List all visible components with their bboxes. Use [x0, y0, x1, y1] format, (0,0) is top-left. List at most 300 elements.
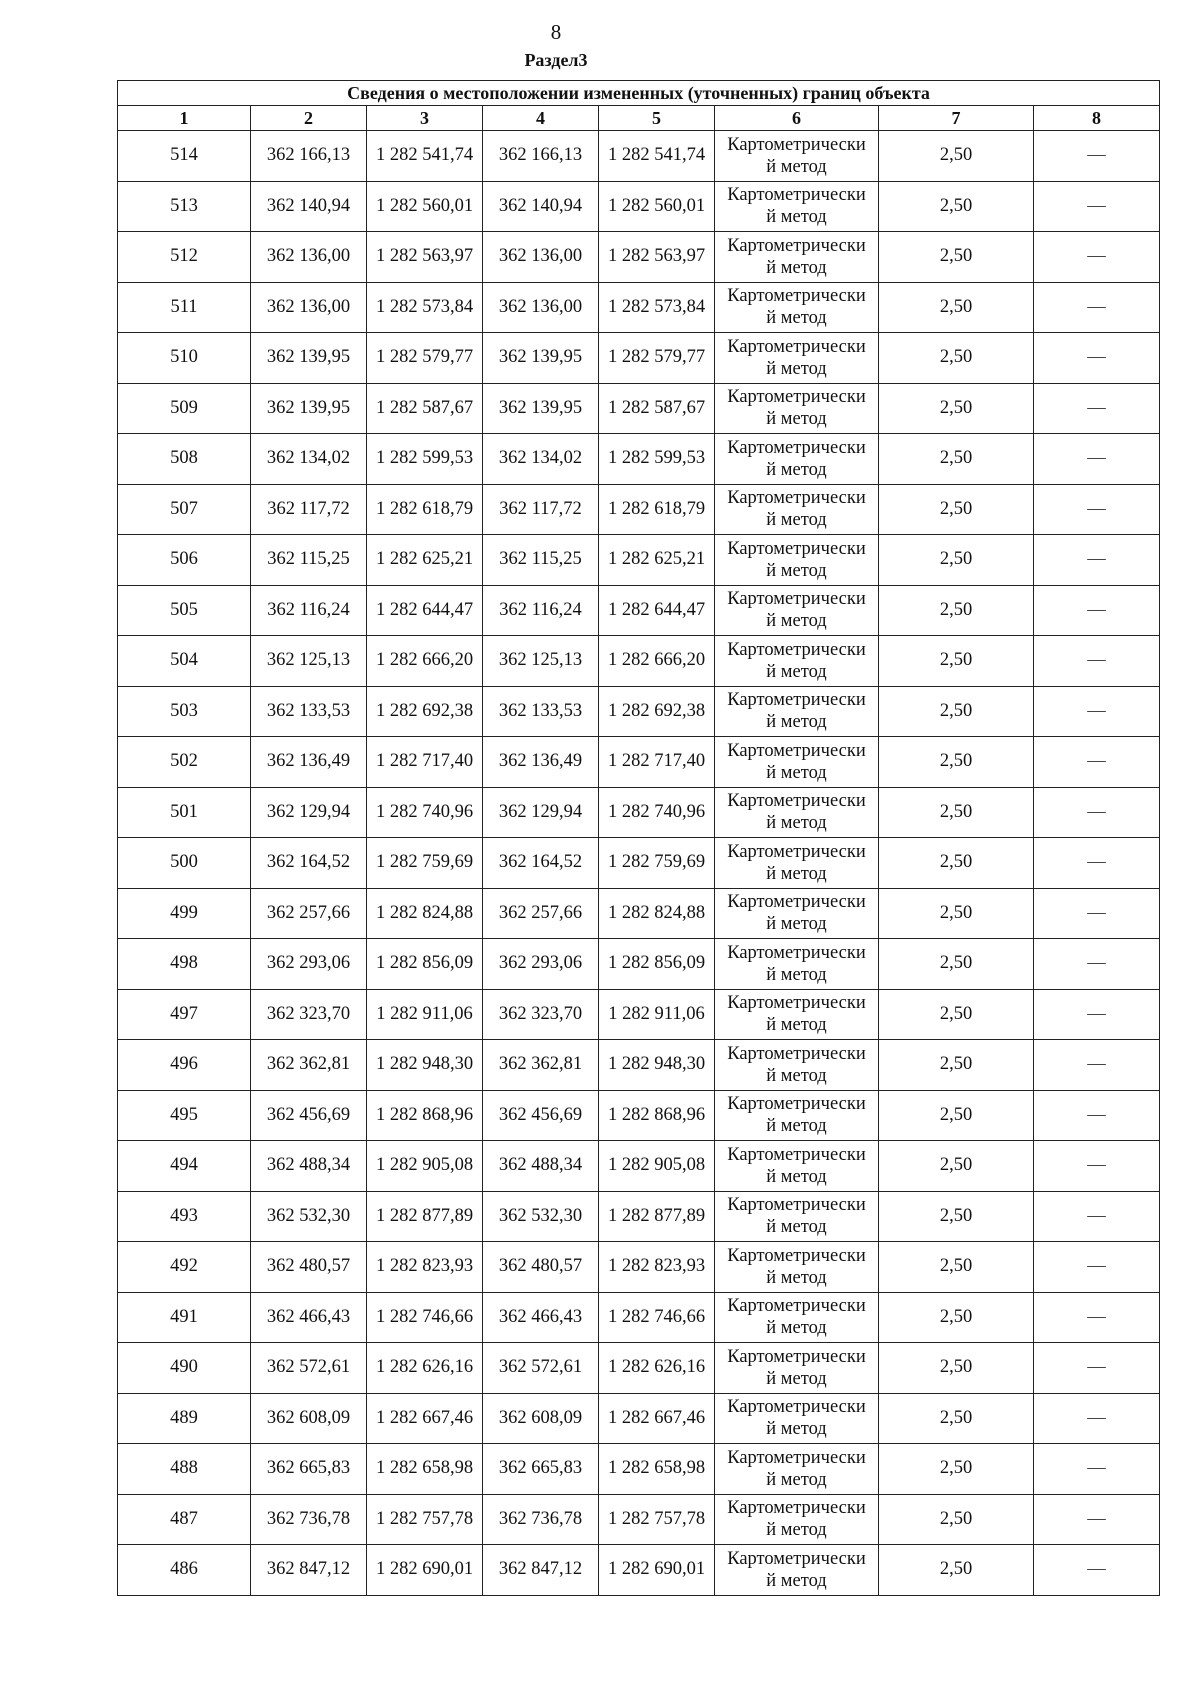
method-line-2: й метод [766, 813, 827, 834]
column-header-8: 8 [1034, 106, 1160, 131]
method-line-2: й метод [766, 358, 827, 379]
note-cell: — [1034, 1343, 1160, 1394]
point-number-cell: 492 [118, 1242, 251, 1293]
new-coord-y-cell: 1 282 573,84 [599, 282, 715, 333]
new-coord-y-cell: 1 282 746,66 [599, 1292, 715, 1343]
column-header-5: 5 [599, 106, 715, 131]
coord-y-cell: 1 282 868,96 [367, 1090, 483, 1141]
method-line-2: й метод [766, 308, 827, 329]
method-line-2: й метод [766, 1116, 827, 1137]
coord-y-cell: 1 282 587,67 [367, 383, 483, 434]
point-number-cell: 513 [118, 181, 251, 232]
method-line-2: й метод [766, 762, 827, 783]
column-header-2: 2 [251, 106, 367, 131]
new-coord-x-cell: 362 115,25 [483, 535, 599, 586]
accuracy-cell: 2,50 [879, 737, 1034, 788]
coord-x-cell: 362 116,24 [251, 585, 367, 636]
coord-x-cell: 362 129,94 [251, 787, 367, 838]
note-cell: — [1034, 383, 1160, 434]
new-coord-x-cell: 362 139,95 [483, 333, 599, 384]
note-cell: — [1034, 1141, 1160, 1192]
coord-y-cell: 1 282 823,93 [367, 1242, 483, 1293]
coord-y-cell: 1 282 618,79 [367, 484, 483, 535]
note-cell: — [1034, 686, 1160, 737]
coord-x-cell: 362 608,09 [251, 1393, 367, 1444]
coord-y-cell: 1 282 740,96 [367, 787, 483, 838]
coord-x-cell: 362 480,57 [251, 1242, 367, 1293]
method-line-1: Картометрически [727, 134, 866, 155]
table-row [118, 1393, 1160, 1444]
new-coord-x-cell: 362 488,34 [483, 1141, 599, 1192]
method-line-2: й метод [766, 661, 827, 682]
note-cell: — [1034, 282, 1160, 333]
coord-y-cell: 1 282 692,38 [367, 686, 483, 737]
new-coord-y-cell: 1 282 911,06 [599, 989, 715, 1040]
new-coord-x-cell: 362 129,94 [483, 787, 599, 838]
new-coord-y-cell: 1 282 823,93 [599, 1242, 715, 1293]
method-cell [715, 636, 879, 687]
point-number-cell: 488 [118, 1444, 251, 1495]
method-line-1: Картометрически [727, 1346, 866, 1367]
method-cell [715, 1393, 879, 1444]
new-coord-x-cell: 362 133,53 [483, 686, 599, 737]
new-coord-x-cell: 362 736,78 [483, 1494, 599, 1545]
point-number-cell: 512 [118, 232, 251, 283]
accuracy-cell: 2,50 [879, 1292, 1034, 1343]
table-row [118, 1545, 1160, 1596]
method-cell [715, 787, 879, 838]
method-line-2: й метод [766, 510, 827, 531]
method-line-1: Картометрически [727, 740, 866, 761]
point-number-cell: 500 [118, 838, 251, 889]
new-coord-x-cell: 362 532,30 [483, 1191, 599, 1242]
table-row [118, 434, 1160, 485]
method-line-2: й метод [766, 1520, 827, 1541]
method-line-1: Картометрически [727, 1397, 866, 1418]
table-row [118, 989, 1160, 1040]
accuracy-cell: 2,50 [879, 1444, 1034, 1495]
new-coord-x-cell: 362 847,12 [483, 1545, 599, 1596]
point-number-cell: 507 [118, 484, 251, 535]
coord-y-cell: 1 282 573,84 [367, 282, 483, 333]
coord-y-cell: 1 282 717,40 [367, 737, 483, 788]
method-cell [715, 1444, 879, 1495]
note-cell: — [1034, 484, 1160, 535]
coord-x-cell: 362 257,66 [251, 888, 367, 939]
method-line-1: Картометрически [727, 1094, 866, 1115]
note-cell: — [1034, 232, 1160, 283]
method-cell [715, 1242, 879, 1293]
table-row [118, 1444, 1160, 1495]
table-row [118, 1494, 1160, 1545]
new-coord-y-cell: 1 282 740,96 [599, 787, 715, 838]
point-number-cell: 493 [118, 1191, 251, 1242]
method-cell [715, 484, 879, 535]
new-coord-x-cell: 362 572,61 [483, 1343, 599, 1394]
coord-y-cell: 1 282 690,01 [367, 1545, 483, 1596]
coord-y-cell: 1 282 759,69 [367, 838, 483, 889]
point-number-cell: 495 [118, 1090, 251, 1141]
note-cell: — [1034, 1090, 1160, 1141]
method-line-1: Картометрически [727, 1144, 866, 1165]
new-coord-y-cell: 1 282 759,69 [599, 838, 715, 889]
coord-y-cell: 1 282 824,88 [367, 888, 483, 939]
new-coord-y-cell: 1 282 560,01 [599, 181, 715, 232]
page-number: 8 [550, 20, 562, 44]
method-cell [715, 131, 879, 182]
coord-y-cell: 1 282 560,01 [367, 181, 483, 232]
note-cell: — [1034, 838, 1160, 889]
point-number-cell: 506 [118, 535, 251, 586]
accuracy-cell: 2,50 [879, 1393, 1034, 1444]
accuracy-cell: 2,50 [879, 1494, 1034, 1545]
new-coord-x-cell: 362 456,69 [483, 1090, 599, 1141]
new-coord-x-cell: 362 140,94 [483, 181, 599, 232]
coord-y-cell: 1 282 626,16 [367, 1343, 483, 1394]
new-coord-y-cell: 1 282 877,89 [599, 1191, 715, 1242]
new-coord-x-cell: 362 116,24 [483, 585, 599, 636]
new-coord-y-cell: 1 282 717,40 [599, 737, 715, 788]
new-coord-y-cell: 1 282 948,30 [599, 1040, 715, 1091]
accuracy-cell: 2,50 [879, 434, 1034, 485]
table-row [118, 1191, 1160, 1242]
note-cell: — [1034, 636, 1160, 687]
table-row [118, 181, 1160, 232]
coord-y-cell: 1 282 541,74 [367, 131, 483, 182]
coord-y-cell: 1 282 877,89 [367, 1191, 483, 1242]
point-number-cell: 508 [118, 434, 251, 485]
coord-y-cell: 1 282 644,47 [367, 585, 483, 636]
method-cell [715, 181, 879, 232]
table-row [118, 585, 1160, 636]
table-row [118, 686, 1160, 737]
coord-x-cell: 362 134,02 [251, 434, 367, 485]
point-number-cell: 494 [118, 1141, 251, 1192]
new-coord-x-cell: 362 466,43 [483, 1292, 599, 1343]
note-cell: — [1034, 333, 1160, 384]
note-cell: — [1034, 888, 1160, 939]
method-cell [715, 1090, 879, 1141]
method-line-2: й метод [766, 1318, 827, 1339]
note-cell: — [1034, 181, 1160, 232]
method-line-2: й метод [766, 1267, 827, 1288]
new-coord-y-cell: 1 282 666,20 [599, 636, 715, 687]
method-cell [715, 888, 879, 939]
coord-x-cell: 362 362,81 [251, 1040, 367, 1091]
coord-x-cell: 362 572,61 [251, 1343, 367, 1394]
method-cell [715, 1343, 879, 1394]
accuracy-cell: 2,50 [879, 888, 1034, 939]
accuracy-cell: 2,50 [879, 1545, 1034, 1596]
note-cell: — [1034, 131, 1160, 182]
coord-x-cell: 362 736,78 [251, 1494, 367, 1545]
table-row [118, 737, 1160, 788]
method-line-2: й метод [766, 1015, 827, 1036]
point-number-cell: 509 [118, 383, 251, 434]
note-cell: — [1034, 1494, 1160, 1545]
new-coord-x-cell: 362 257,66 [483, 888, 599, 939]
point-number-cell: 504 [118, 636, 251, 687]
column-header-3: 3 [367, 106, 483, 131]
coord-x-cell: 362 456,69 [251, 1090, 367, 1141]
method-line-1: Картометрически [727, 1296, 866, 1317]
table-row [118, 787, 1160, 838]
accuracy-cell: 2,50 [879, 1040, 1034, 1091]
method-cell [715, 1292, 879, 1343]
table-row [118, 888, 1160, 939]
coord-x-cell: 362 117,72 [251, 484, 367, 535]
accuracy-cell: 2,50 [879, 1141, 1034, 1192]
column-header-1: 1 [118, 106, 251, 131]
coord-y-cell: 1 282 599,53 [367, 434, 483, 485]
new-coord-y-cell: 1 282 690,01 [599, 1545, 715, 1596]
coord-y-cell: 1 282 667,46 [367, 1393, 483, 1444]
accuracy-cell: 2,50 [879, 484, 1034, 535]
new-coord-y-cell: 1 282 692,38 [599, 686, 715, 737]
method-line-2: й метод [766, 1368, 827, 1389]
point-number-cell: 491 [118, 1292, 251, 1343]
accuracy-cell: 2,50 [879, 838, 1034, 889]
accuracy-cell: 2,50 [879, 282, 1034, 333]
method-cell [715, 383, 879, 434]
point-number-cell: 499 [118, 888, 251, 939]
coord-x-cell: 362 166,13 [251, 131, 367, 182]
coord-y-cell: 1 282 658,98 [367, 1444, 483, 1495]
table-row [118, 383, 1160, 434]
note-cell: — [1034, 787, 1160, 838]
point-number-cell: 497 [118, 989, 251, 1040]
point-number-cell: 487 [118, 1494, 251, 1545]
method-line-2: й метод [766, 409, 827, 430]
method-line-2: й метод [766, 611, 827, 632]
accuracy-cell: 2,50 [879, 383, 1034, 434]
coord-x-cell: 362 323,70 [251, 989, 367, 1040]
new-coord-x-cell: 362 136,49 [483, 737, 599, 788]
coord-x-cell: 362 139,95 [251, 333, 367, 384]
new-coord-x-cell: 362 608,09 [483, 1393, 599, 1444]
note-cell: — [1034, 1191, 1160, 1242]
note-cell: — [1034, 1040, 1160, 1091]
table-row [118, 333, 1160, 384]
table-row [118, 484, 1160, 535]
accuracy-cell: 2,50 [879, 1090, 1034, 1141]
point-number-cell: 501 [118, 787, 251, 838]
point-number-cell: 503 [118, 686, 251, 737]
method-cell [715, 737, 879, 788]
coord-y-cell: 1 282 563,97 [367, 232, 483, 283]
accuracy-cell: 2,50 [879, 131, 1034, 182]
table-row [118, 939, 1160, 990]
point-number-cell: 510 [118, 333, 251, 384]
note-cell: — [1034, 585, 1160, 636]
table-row [118, 282, 1160, 333]
point-number-cell: 490 [118, 1343, 251, 1394]
method-line-2: й метод [766, 1217, 827, 1238]
note-cell: — [1034, 1292, 1160, 1343]
method-line-1: Картометрически [727, 437, 866, 458]
method-line-1: Картометрически [727, 387, 866, 408]
method-line-2: й метод [766, 1570, 827, 1591]
new-coord-x-cell: 362 480,57 [483, 1242, 599, 1293]
note-cell: — [1034, 1242, 1160, 1293]
point-number-cell: 511 [118, 282, 251, 333]
method-line-1: Картометрически [727, 336, 866, 357]
method-cell [715, 686, 879, 737]
coord-x-cell: 362 136,49 [251, 737, 367, 788]
note-cell: — [1034, 535, 1160, 586]
new-coord-x-cell: 362 166,13 [483, 131, 599, 182]
method-line-1: Картометрически [727, 1498, 866, 1519]
note-cell: — [1034, 939, 1160, 990]
new-coord-x-cell: 362 293,06 [483, 939, 599, 990]
new-coord-y-cell: 1 282 757,78 [599, 1494, 715, 1545]
new-coord-y-cell: 1 282 658,98 [599, 1444, 715, 1495]
coord-y-cell: 1 282 579,77 [367, 333, 483, 384]
new-coord-x-cell: 362 125,13 [483, 636, 599, 687]
method-line-2: й метод [766, 712, 827, 733]
accuracy-cell: 2,50 [879, 989, 1034, 1040]
coord-x-cell: 362 466,43 [251, 1292, 367, 1343]
point-number-cell: 514 [118, 131, 251, 182]
point-number-cell: 496 [118, 1040, 251, 1091]
new-coord-y-cell: 1 282 587,67 [599, 383, 715, 434]
coord-x-cell: 362 136,00 [251, 282, 367, 333]
accuracy-cell: 2,50 [879, 232, 1034, 283]
accuracy-cell: 2,50 [879, 535, 1034, 586]
method-line-1: Картометрически [727, 286, 866, 307]
coord-x-cell: 362 665,83 [251, 1444, 367, 1495]
coord-y-cell: 1 282 948,30 [367, 1040, 483, 1091]
new-coord-x-cell: 362 117,72 [483, 484, 599, 535]
table-row [118, 1292, 1160, 1343]
column-header-4: 4 [483, 106, 599, 131]
coord-y-cell: 1 282 666,20 [367, 636, 483, 687]
point-number-cell: 489 [118, 1393, 251, 1444]
new-coord-y-cell: 1 282 667,46 [599, 1393, 715, 1444]
accuracy-cell: 2,50 [879, 686, 1034, 737]
column-header-6: 6 [715, 106, 879, 131]
new-coord-y-cell: 1 282 824,88 [599, 888, 715, 939]
method-line-1: Картометрически [727, 942, 866, 963]
table-row [118, 1090, 1160, 1141]
point-number-cell: 486 [118, 1545, 251, 1596]
accuracy-cell: 2,50 [879, 787, 1034, 838]
method-cell [715, 939, 879, 990]
new-coord-y-cell: 1 282 579,77 [599, 333, 715, 384]
accuracy-cell: 2,50 [879, 181, 1034, 232]
note-cell: — [1034, 1545, 1160, 1596]
coord-x-cell: 362 164,52 [251, 838, 367, 889]
note-cell: — [1034, 434, 1160, 485]
column-header-7: 7 [879, 106, 1034, 131]
point-number-cell: 502 [118, 737, 251, 788]
method-cell [715, 1141, 879, 1192]
method-line-1: Картометрически [727, 791, 866, 812]
new-coord-x-cell: 362 665,83 [483, 1444, 599, 1495]
method-line-2: й метод [766, 207, 827, 228]
method-line-2: й метод [766, 1419, 827, 1440]
method-line-1: Картометрически [727, 538, 866, 559]
coord-y-cell: 1 282 757,78 [367, 1494, 483, 1545]
new-coord-x-cell: 362 139,95 [483, 383, 599, 434]
method-line-1: Картометрически [727, 841, 866, 862]
new-coord-y-cell: 1 282 563,97 [599, 232, 715, 283]
method-line-1: Картометрически [727, 488, 866, 509]
coord-x-cell: 362 125,13 [251, 636, 367, 687]
accuracy-cell: 2,50 [879, 333, 1034, 384]
method-cell [715, 1545, 879, 1596]
coord-x-cell: 362 293,06 [251, 939, 367, 990]
section-title: Раздел3 [524, 50, 588, 70]
method-line-1: Картометрически [727, 892, 866, 913]
new-coord-x-cell: 362 362,81 [483, 1040, 599, 1091]
method-line-1: Картометрически [727, 1043, 866, 1064]
table-row [118, 1343, 1160, 1394]
new-coord-y-cell: 1 282 541,74 [599, 131, 715, 182]
boundary-coordinates-table [117, 80, 1160, 1596]
coord-x-cell: 362 488,34 [251, 1141, 367, 1192]
method-cell [715, 1191, 879, 1242]
new-coord-y-cell: 1 282 626,16 [599, 1343, 715, 1394]
coord-y-cell: 1 282 905,08 [367, 1141, 483, 1192]
accuracy-cell: 2,50 [879, 939, 1034, 990]
new-coord-x-cell: 362 136,00 [483, 282, 599, 333]
table-row [118, 131, 1160, 182]
table-caption: Сведения о местоположении измененных (уточненных) границ объекта [118, 81, 1160, 106]
method-cell [715, 434, 879, 485]
method-line-1: Картометрически [727, 589, 866, 610]
new-coord-y-cell: 1 282 644,47 [599, 585, 715, 636]
new-coord-x-cell: 362 164,52 [483, 838, 599, 889]
method-cell [715, 585, 879, 636]
table-row [118, 1141, 1160, 1192]
method-line-2: й метод [766, 914, 827, 935]
method-line-2: й метод [766, 1166, 827, 1187]
coord-y-cell: 1 282 856,09 [367, 939, 483, 990]
point-number-cell: 505 [118, 585, 251, 636]
new-coord-y-cell: 1 282 599,53 [599, 434, 715, 485]
new-coord-y-cell: 1 282 905,08 [599, 1141, 715, 1192]
coord-x-cell: 362 532,30 [251, 1191, 367, 1242]
method-line-1: Картометрически [727, 235, 866, 256]
table-row [118, 1040, 1160, 1091]
method-cell [715, 1040, 879, 1091]
point-number-cell: 498 [118, 939, 251, 990]
method-line-1: Картометрически [727, 639, 866, 660]
accuracy-cell: 2,50 [879, 1343, 1034, 1394]
accuracy-cell: 2,50 [879, 1242, 1034, 1293]
method-line-2: й метод [766, 1469, 827, 1490]
coord-x-cell: 362 133,53 [251, 686, 367, 737]
table-row [118, 636, 1160, 687]
method-line-1: Картометрически [727, 1195, 866, 1216]
method-cell [715, 282, 879, 333]
method-line-2: й метод [766, 964, 827, 985]
method-cell [715, 1494, 879, 1545]
coord-x-cell: 362 139,95 [251, 383, 367, 434]
new-coord-y-cell: 1 282 618,79 [599, 484, 715, 535]
accuracy-cell: 2,50 [879, 1191, 1034, 1242]
method-line-1: Картометрически [727, 993, 866, 1014]
method-line-1: Картометрически [727, 1548, 866, 1569]
method-line-2: й метод [766, 863, 827, 884]
method-cell [715, 535, 879, 586]
accuracy-cell: 2,50 [879, 585, 1034, 636]
method-line-2: й метод [766, 560, 827, 581]
new-coord-x-cell: 362 323,70 [483, 989, 599, 1040]
accuracy-cell: 2,50 [879, 636, 1034, 687]
table-body [118, 131, 1160, 1596]
